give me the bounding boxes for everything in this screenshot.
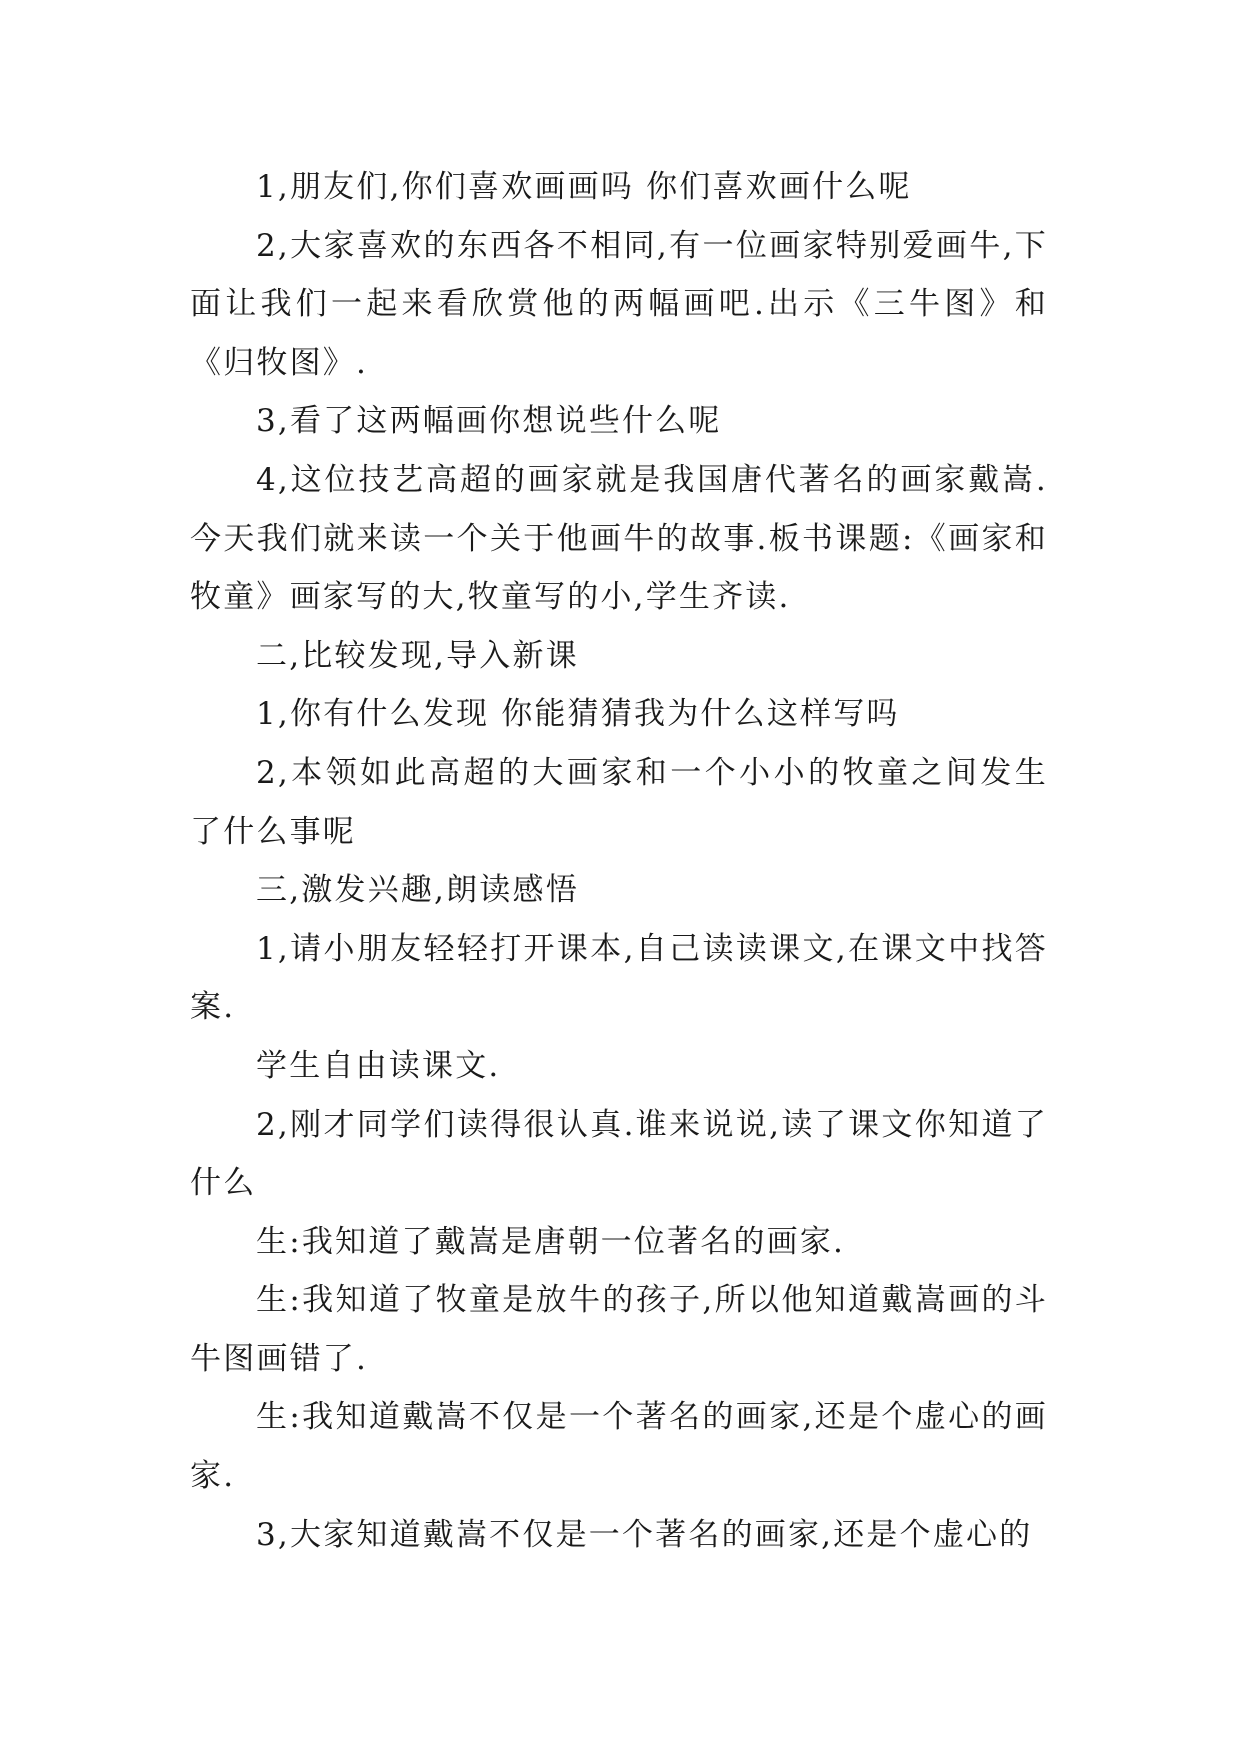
paragraph: 2,本领如此高超的大画家和一个小小的牧童之间发生了什么事呢: [190, 754, 1048, 850]
student-answer: 生:我知道戴嵩不仅是一个著名的画家,还是个虚心的画家.: [190, 1399, 1048, 1495]
section-heading: 二,比较发现,导入新课: [256, 637, 579, 674]
paragraph: 1,请小朋友轻轻打开课本,自己读读课文,在课文中找答案.: [190, 930, 1048, 1026]
section-heading: 三,激发兴趣,朗读感悟: [256, 872, 579, 909]
student-answer: 生:我知道了牧童是放牛的孩子,所以他知道戴嵩画的斗牛图画错了.: [190, 1282, 1048, 1377]
paragraph: 1,朋友们,你们喜欢画画吗 你们喜欢画什么呢: [256, 169, 912, 205]
student-answer: 生:我知道了戴嵩是唐朝一位著名的画家.: [256, 1223, 846, 1260]
paragraph: 3,大家知道戴嵩不仅是一个著名的画家,还是个虚心的: [256, 1516, 1033, 1553]
paragraph: 2,刚才同学们读得很认真.谁来说说,读了课文你知道了什么: [190, 1106, 1048, 1202]
paragraph: 3,看了这两幅画你想说些什么呢: [256, 403, 722, 440]
paragraph: 4,这位技艺高超的画家就是我国唐代著名的画家戴嵩.今天我们就来读一个关于他画牛的故事.板书课题:《画家和牧童》画家写的大,牧童写的小,学生齐读.: [190, 461, 1048, 616]
paragraph: 学生自由读课文.: [256, 1047, 501, 1084]
paragraph: 2,大家喜欢的东西各不相同,有一位画家特别爱画牛,下面让我们一起来看欣赏他的两幅画吧.出示《三牛图》和《归牧图》.: [190, 227, 1048, 381]
document-body: [190, 158, 1048, 1564]
paragraph: 1,你有什么发现 你能猜猜我为什么这样写吗: [256, 696, 900, 733]
